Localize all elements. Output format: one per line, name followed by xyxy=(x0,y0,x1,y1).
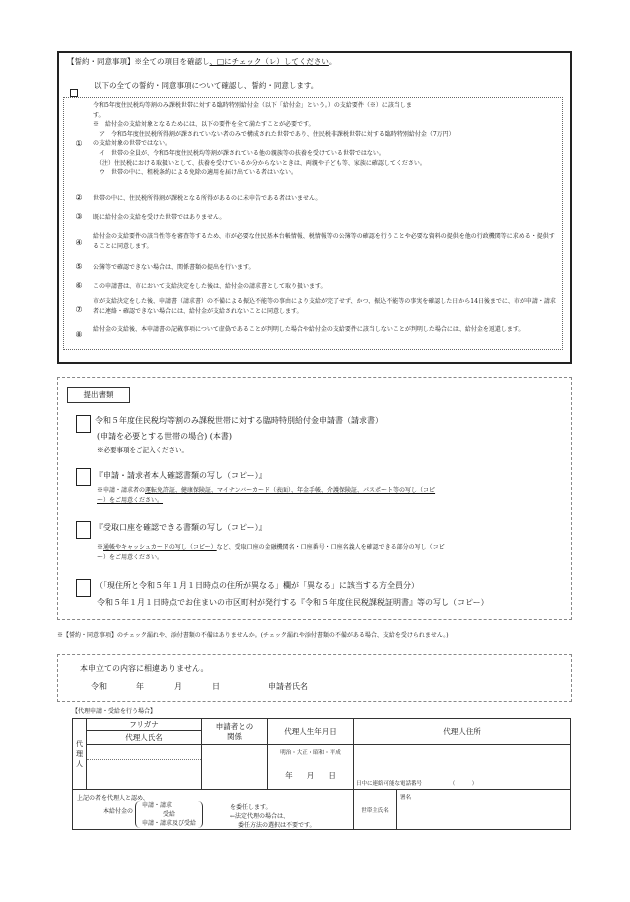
oath-instruction: 【誓約・同意事項】※全ての項目を確認し、□にチェック（レ）してください。 xyxy=(67,57,337,66)
item-5-text: 公簿等で確認できない場合は、関係書類の提出を行います。 xyxy=(93,264,255,271)
dob-day-label: 日 xyxy=(328,771,336,780)
proxy-relation-input[interactable] xyxy=(202,745,268,790)
month-label: 月 xyxy=(174,682,182,691)
dob-month-label: 月 xyxy=(306,771,315,780)
option-apply[interactable]: 申請・請求 xyxy=(142,802,173,809)
doc-3-checkbox[interactable] xyxy=(76,521,91,539)
phone-parens: （ ） xyxy=(449,781,478,787)
consent-prefix: 本給付金の xyxy=(103,808,134,815)
delegation-cell xyxy=(73,790,354,830)
item-number: ② xyxy=(75,193,83,202)
dob-year-label: 年 xyxy=(285,771,293,780)
proxy-title: 【代理申請・受給を行う場合】 xyxy=(72,708,157,715)
doc-3-note: ※通帳やキャッシュカードの写し（コピー）など、受取口座の金融機関名・口座番号・口座名義人を確認できる部分の写し（コピ xyxy=(97,544,445,551)
oath-heading: 【誓約・同意事項】 xyxy=(67,57,135,66)
item-4-text: 給付金の支給要件の該当性等を審査等するため、市が必要な住民基本台帳情報、税情報等の公簿等の確認を行うことや必要な資料の提供を他の行政機関等に求める・提供することに同意します。 xyxy=(93,233,555,250)
item-number: ⑧ xyxy=(75,330,83,339)
item-number: ⑦ xyxy=(75,305,83,314)
proxy-address-input[interactable] xyxy=(354,745,571,790)
declaration-month-field[interactable] xyxy=(174,682,206,693)
doc-4-checkbox[interactable] xyxy=(76,579,91,597)
doc-1-checkbox[interactable] xyxy=(76,415,91,433)
consent-intro: 上記の者を代理人と認め、 xyxy=(77,795,149,802)
proxy-furigana-input[interactable] xyxy=(87,745,201,760)
doc-2-note: ※申請・請求者の運転免許証、健康保険証、マイナンバーカード（表面）、年金手帳、介護保険証、パスポート等の写し（コピ xyxy=(97,487,436,494)
item-6-text: この申請書は、市において支給決定をした後は、給付金の請求書として取り扱います。 xyxy=(93,283,327,290)
delegation-options xyxy=(135,801,203,828)
address-header: 代理人住所 xyxy=(354,719,571,745)
proxy-side-label: 代 理 人 xyxy=(73,719,87,790)
item-2-text: 世帯の中に、住民税所得割が課税となる所得があるのに未申告である者はいません。 xyxy=(93,195,322,202)
item-8-text: 給付金の支給後、本申請書の記載事項について虚偽であることが判明した場合や給付金の支給要件に該当しないことが判明した場合には、給付金を返還します。 xyxy=(93,326,525,333)
doc-1-note: ※必要事項をご記入ください。 xyxy=(97,446,188,454)
phone-label: 日中に連絡可能な電話番号 xyxy=(356,781,423,787)
phone-field[interactable] xyxy=(356,779,568,787)
option-receive[interactable]: 受給 xyxy=(163,811,176,818)
proxy-table xyxy=(72,718,571,828)
option-both[interactable]: 申請・請求及び受給 xyxy=(142,820,197,827)
item-7-text: 市が支給決定をした後、申請書（請求書）の不備による振込不能等の事由により支給が完了せず、かつ、振込不能等の事実を確認した日から14日後までに、市が申請・請求者に連絡・確認できない場合には、給付金が支給されないことに同意します。 xyxy=(93,298,556,315)
era-options[interactable]: 明治・大正・昭和・平成 xyxy=(280,750,341,756)
relation-header: 申請者との 関係 xyxy=(202,719,268,745)
item-number: ⑥ xyxy=(75,281,83,290)
doc-3-note-cont: ー）をご用意ください。 xyxy=(97,554,164,561)
signature-label: 署名 xyxy=(400,795,412,801)
proxy-name-cell[interactable] xyxy=(87,745,202,790)
dob-fields xyxy=(270,770,351,781)
doc-3-title: 『受取口座を確認できる書類の写し（コピー）』 xyxy=(95,523,267,532)
doc-1-subtitle: (申請を必要とする世帯の場合) (本書) xyxy=(97,432,233,441)
name-header: 代理人氏名 xyxy=(87,731,202,745)
householder-label: 世帯主氏名 xyxy=(354,790,397,830)
doc-2-checkbox[interactable] xyxy=(76,468,91,486)
item-3-text: 既に給付金の支給を受けた世帯ではありません。 xyxy=(93,214,226,221)
agree-text: 以下の全ての誓約・同意事項について確認し、誓約・同意します。 xyxy=(94,81,319,90)
item-number: ⑤ xyxy=(75,262,83,271)
applicant-name-label: 申請者氏名 xyxy=(268,682,308,691)
doc-2-title: 『申請・請求者本人確認書類の写し（コピー）』 xyxy=(95,471,267,480)
doc-4-condition: （「現住所と令和５年１月１日時点の住所が異なる」欄が「異なる」に該当する方全員分） xyxy=(95,581,419,590)
documents-title: 提出書類 xyxy=(67,387,130,403)
furigana-header: フリガナ xyxy=(87,719,202,731)
consent-suffix-block: を委任します。 ←法定代理の場合は、 委任方法の選択は不要です。 xyxy=(230,804,316,829)
item-number: ① xyxy=(75,139,83,148)
day-label: 日 xyxy=(212,682,220,691)
agree-checkbox[interactable] xyxy=(70,82,78,90)
declaration-day-field[interactable] xyxy=(212,682,244,693)
item-number: ④ xyxy=(75,238,83,247)
doc-2-note-cont: ー）をご用意ください。 xyxy=(97,497,164,504)
item-1-text: 令和5年度住民税均等割のみ課税世帯に対する臨時特別給付金（以下「給付金」という。）の支給要件（※）に該当しま す。 ※ 給付金の支給対象となるためには、以下の要件を全て満たすことが必要です。 ア 令和5年度住民税所得割が課されていない者のみで構成された世帯であり、住民税非課税世帯に対する臨時特別給付金（7万円） の支給対象の世帯ではない。 イ 世帯の全員が、令和5年度住民税均等割が課されている他の親族等の扶養を受けている世帯ではない。 （注）住民税における取扱いとして、扶養を受けているか分からないときは、両親や子ども等、家族に確認してください。 ウ 世帯の中に、租税条約による免除の適用を届け出ている者はいない。 xyxy=(93,102,455,177)
declaration-era: 令和 xyxy=(91,682,107,691)
declaration-statement: 本申立ての内容に相違ありません。 xyxy=(80,664,209,673)
proxy-name-input[interactable] xyxy=(87,760,201,788)
dob-header: 代理人生年月日 xyxy=(268,719,354,745)
signature-cell[interactable] xyxy=(397,790,571,830)
applicant-name-field[interactable] xyxy=(320,678,560,694)
declaration-year-field[interactable] xyxy=(136,682,168,693)
proxy-dob-input[interactable] xyxy=(268,745,354,790)
item-number: ③ xyxy=(75,212,83,221)
checklist-warning: ※【誓約・同意事項】のチェック漏れや、添付書類の不備はありませんか。(チェック漏れや添付書類の不備がある場合、支給を受けられません。) xyxy=(57,632,449,639)
doc-4-title: 令和５年１月１日時点でお住まいの市区町村が発行する『令和５年度住民税課税証明書』等の写し（コピー） xyxy=(97,598,489,607)
year-label: 年 xyxy=(136,682,144,691)
doc-1-title: 令和５年度住民税均等割のみ課税世帯に対する臨時特別給付金申請書（請求書） xyxy=(95,416,383,425)
